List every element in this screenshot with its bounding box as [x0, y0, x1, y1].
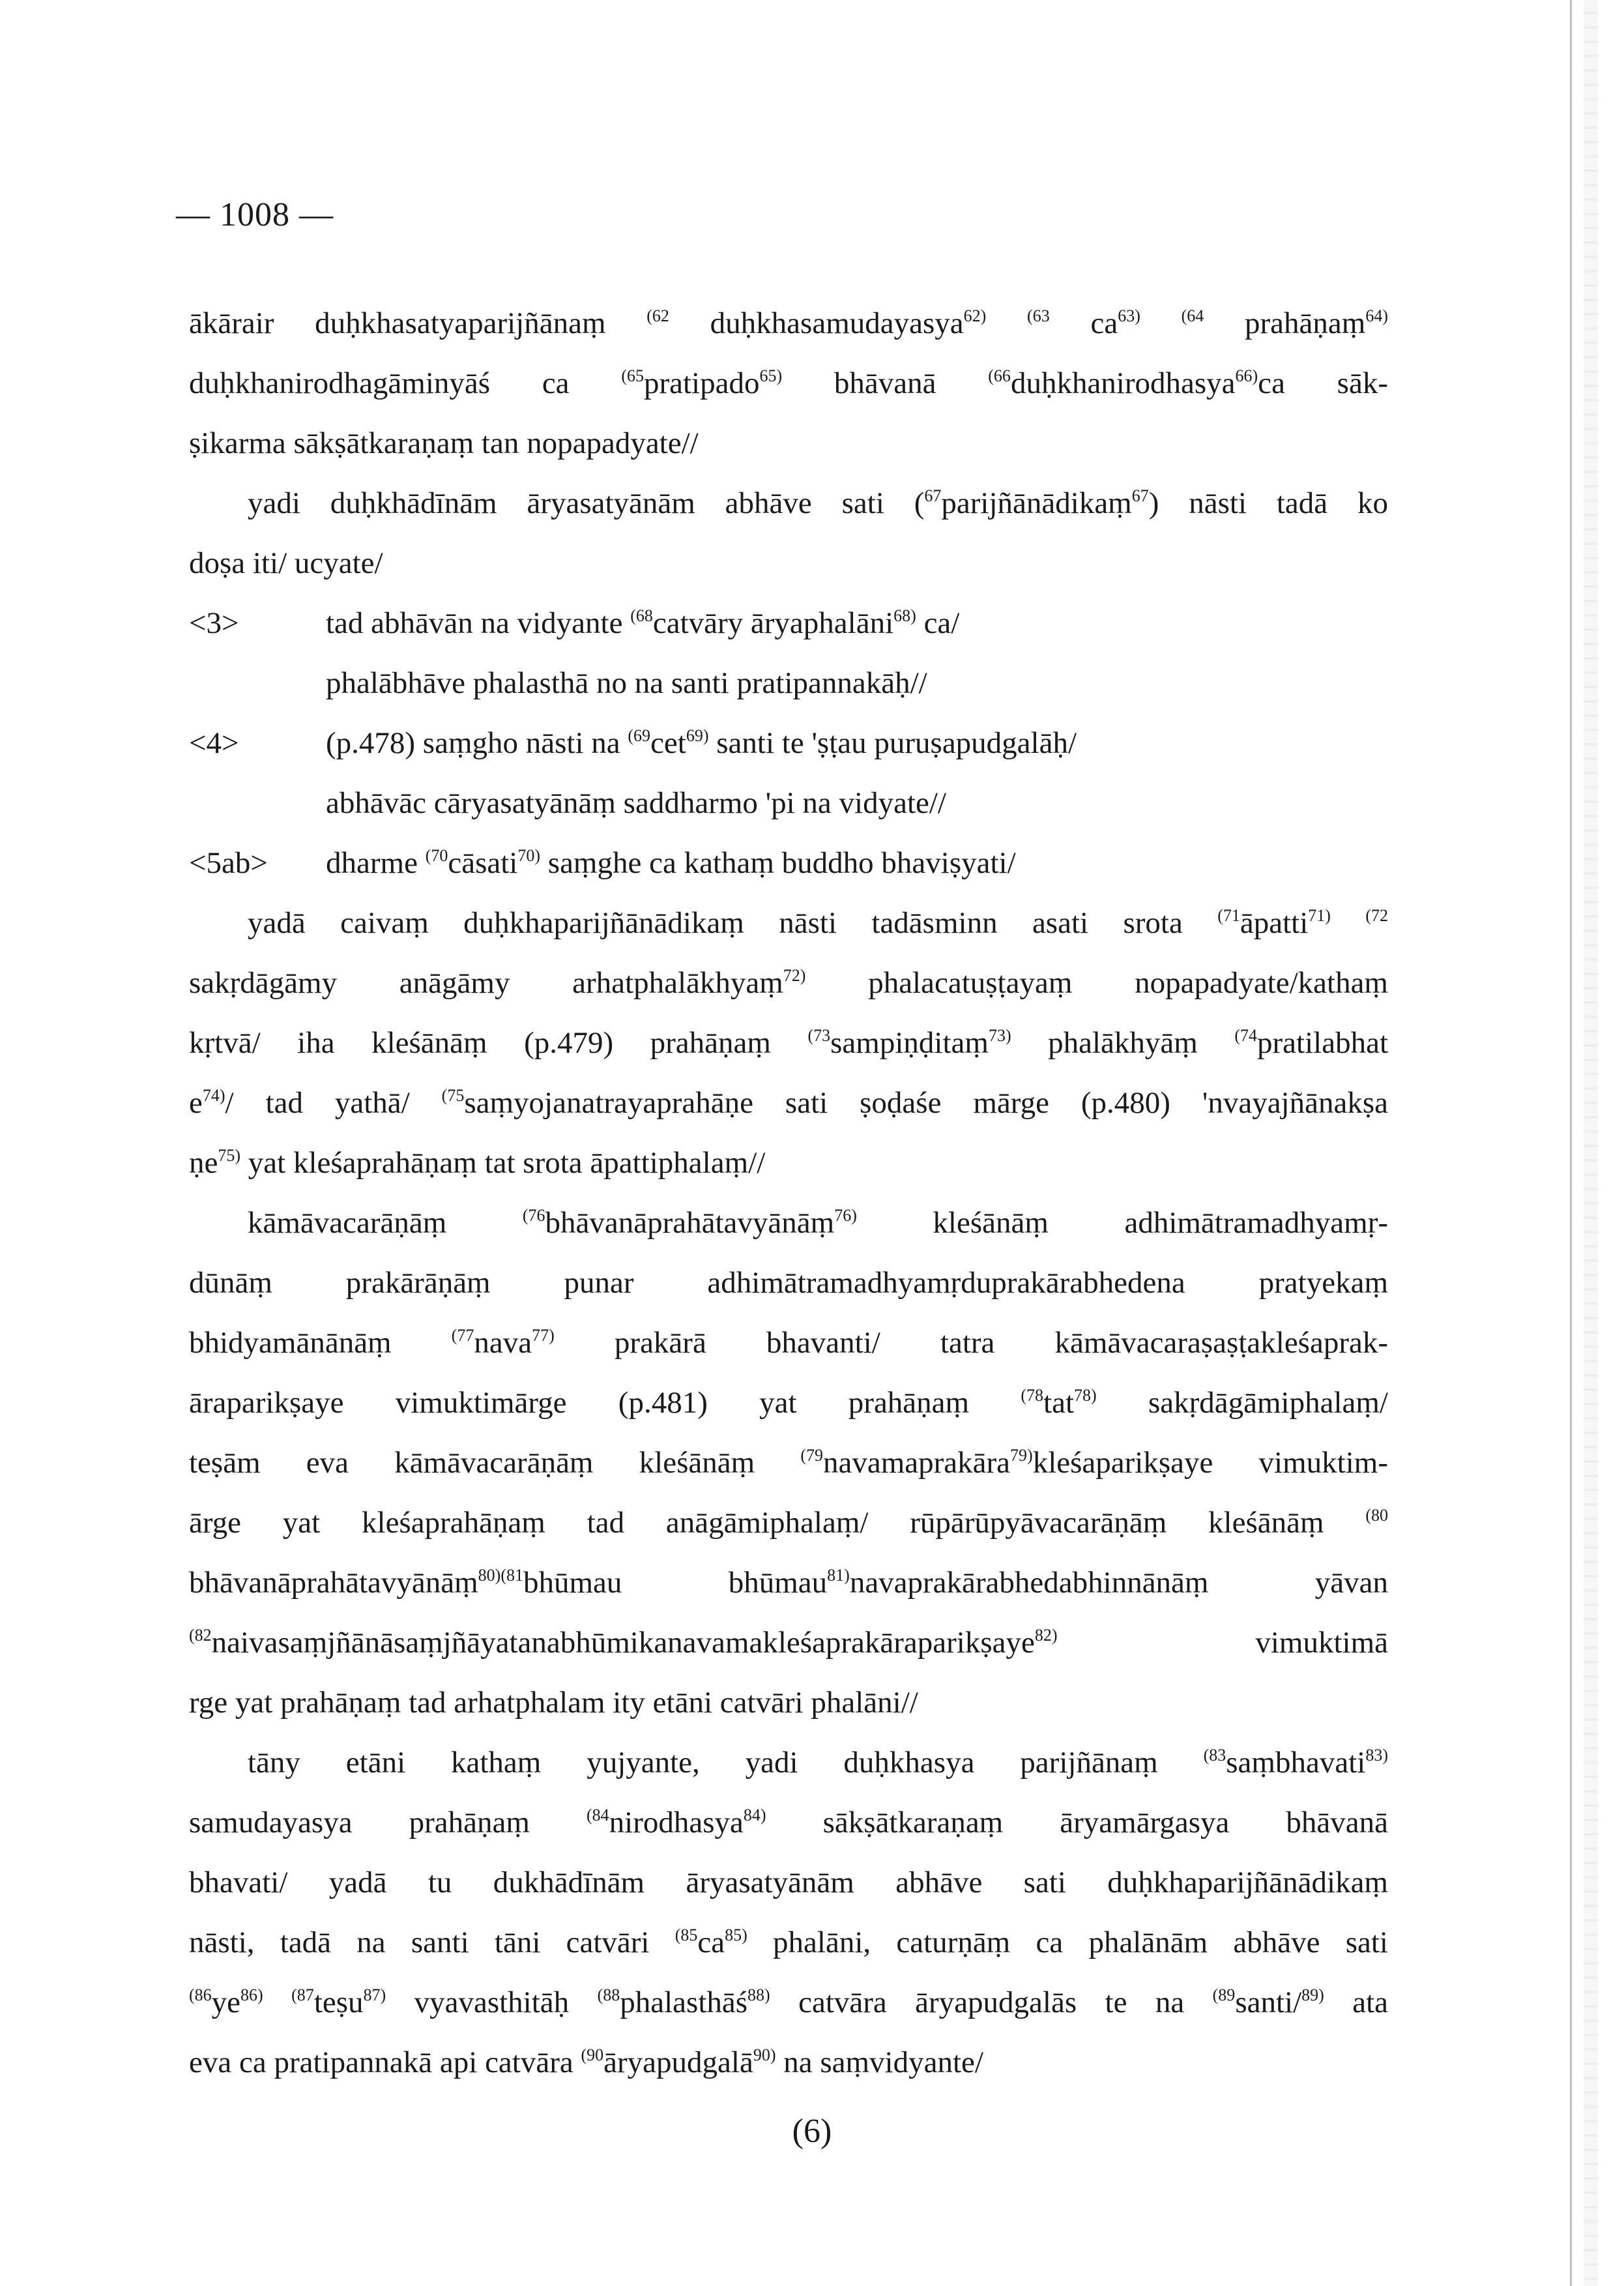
text-segment: duḥkhanirodhasya	[1010, 366, 1236, 400]
text-segment: ata	[1324, 1986, 1388, 2019]
text-line	[189, 953, 1388, 1013]
footnote-marker: 75)	[218, 1146, 241, 1165]
body-text	[189, 293, 1388, 2092]
footnote-marker: (77	[451, 1326, 474, 1345]
text-segment: navamaprakāra	[823, 1446, 1011, 1480]
footnote-marker: (76	[522, 1206, 545, 1225]
text-segment: āryapudgalā	[603, 2045, 753, 2079]
text-line	[189, 353, 1388, 413]
text-segment: āpatti	[1240, 906, 1309, 940]
text-segment: cāsati	[448, 846, 518, 880]
footnote-marker: (73	[807, 1026, 831, 1045]
text-line	[189, 1853, 1388, 1912]
footnote-marker: 83)	[1365, 1746, 1388, 1765]
verse-text	[326, 713, 1077, 773]
text-segment: phalacatuṣṭayaṃ nopapadyate/kathaṃ	[805, 966, 1388, 1000]
footnote-marker: (80	[1365, 1506, 1388, 1525]
text-segment: prahāṇaṃ	[1204, 306, 1366, 340]
text-segment: phalābhāve phalasthā no na santi pratipannakāḥ//	[326, 666, 927, 700]
text-segment: duḥkhanirodhagāminyāś ca	[189, 366, 622, 400]
text-segment: saṃghe ca kathaṃ buddho bhaviṣyati/	[540, 846, 1016, 880]
text-line	[189, 893, 1388, 953]
text-line	[189, 2032, 1388, 2092]
text-segment: saṃyojanatrayaprahāṇe sati ṣoḍaśe mārge (p.480) 'nvayajñānakṣa	[464, 1086, 1388, 1120]
footnote-marker: 85)	[725, 1926, 747, 1944]
text-segment: bhāvanā	[782, 366, 989, 400]
footnote-marker: 69)	[686, 726, 709, 745]
footnote-marker: 76)	[834, 1206, 857, 1225]
footnote-marker: 67	[924, 486, 942, 505]
text-line	[189, 1673, 1388, 1733]
footnote-marker: 63)	[1118, 306, 1140, 325]
scan-edge-shadow	[1584, 0, 1598, 2286]
text-segment: ca	[1049, 306, 1118, 340]
footnote-marker: 80)	[478, 1566, 501, 1585]
text-segment: cet	[650, 726, 686, 760]
text-segment: bhāvanāprahātavyānāṃ	[189, 1566, 478, 1600]
text-segment: teṣu	[313, 1986, 364, 2019]
footnote-marker: (63	[1027, 306, 1050, 325]
footnote-marker: (62	[646, 306, 669, 325]
text-segment: bhavati/ yadā tu dukhādīnām āryasatyānām abhāve sati duḥkhaparijñānādikaṃ	[189, 1866, 1388, 1899]
verse-text	[326, 833, 1016, 893]
text-segment	[986, 306, 1027, 340]
text-segment	[1140, 306, 1182, 340]
footnote-marker: (65	[621, 366, 644, 385]
page-footer: (6)	[792, 2113, 832, 2150]
footnote-marker: 86)	[240, 1986, 263, 2004]
text-segment: ca sāk-	[1258, 366, 1388, 400]
text-segment: nāsti, tadā na santi tāni catvāri	[189, 1926, 675, 1959]
text-segment: phalasthāś	[620, 1986, 748, 2019]
text-segment: bhidyamānānāṃ	[189, 1326, 452, 1360]
text-line	[189, 293, 1388, 353]
verse-number: <4>	[189, 726, 239, 760]
footnote-marker: 90)	[753, 2045, 776, 2064]
text-line	[189, 1253, 1388, 1313]
text-segment: parijñānādikaṃ	[941, 486, 1132, 520]
footnote-marker: (88	[597, 1986, 620, 2004]
footnote-marker: 64)	[1365, 306, 1388, 325]
verse-number: <3>	[189, 606, 239, 640]
footnote-marker: 67	[1131, 486, 1149, 505]
text-line	[189, 1493, 1388, 1553]
text-line	[189, 1613, 1388, 1673]
page-number: — 1008 —	[176, 196, 334, 233]
text-segment: sakṛdāgāmy anāgāmy arhatphalākhyaṃ	[189, 966, 783, 1000]
footnote-marker: (87	[291, 1986, 314, 2004]
footnote-marker: 70)	[517, 846, 541, 865]
footnote-marker: 74)	[202, 1086, 225, 1105]
footnote-marker: 72)	[783, 966, 806, 985]
text-segment: santi te 'ṣṭau puruṣapudgalāḥ/	[708, 726, 1077, 760]
text-line	[189, 533, 1388, 593]
text-segment: samudayasya prahāṇaṃ	[189, 1806, 587, 1839]
text-line	[189, 1912, 1388, 1972]
text-segment	[1331, 906, 1365, 940]
text-line	[189, 1013, 1388, 1073]
text-segment: phalākhyāṃ	[1011, 1026, 1235, 1060]
text-segment: ye	[211, 1986, 241, 2019]
text-segment: prakārā bhavanti/ tatra kāmāvacaraṣaṣṭakleśaprak-	[554, 1326, 1388, 1360]
text-segment: vyavasthitāḥ	[386, 1986, 598, 2019]
text-segment: sampiṇḍitaṃ	[830, 1026, 989, 1060]
text-line	[189, 1433, 1388, 1493]
text-line	[189, 413, 1388, 473]
text-line	[189, 653, 1388, 713]
text-segment: catvāra āryapudgalās te na	[770, 1986, 1213, 2019]
text-segment: duḥkhasamudayasya	[669, 306, 964, 340]
footnote-marker: 78)	[1074, 1386, 1097, 1405]
scan-edge-line	[1570, 0, 1572, 2286]
verse-text	[326, 593, 959, 653]
text-segment: ca/	[916, 606, 960, 640]
footnote-marker: 62)	[963, 306, 987, 325]
text-segment: tāny etāni kathaṃ yujyante, yadi duḥkhasya parijñānaṃ	[248, 1746, 1204, 1780]
text-segment: bhāvanāprahātavyānāṃ	[545, 1206, 835, 1240]
text-segment: ṇe	[189, 1146, 218, 1180]
text-segment: bhūmau bhūmau	[523, 1566, 828, 1600]
footnote-marker: (78	[1021, 1386, 1044, 1405]
footnote-marker: 73)	[988, 1026, 1011, 1045]
text-line	[189, 593, 1388, 653]
text-line	[189, 1793, 1388, 1853]
footnote-marker: 81)	[827, 1566, 850, 1585]
text-segment: yat kleśaprahāṇaṃ tat srota āpattiphalaṃ//	[240, 1146, 766, 1180]
text-line	[189, 1972, 1388, 2032]
footnote-marker: (70	[425, 846, 448, 865]
text-segment: yadi duḥkhādīnām āryasatyānām abhāve sati (	[248, 486, 925, 520]
text-segment: āraparikṣaye vimuktimārge (p.481) yat prahāṇaṃ	[189, 1386, 1021, 1420]
text-segment: phalāni, caturṇāṃ ca phalānām abhāve sati	[747, 1926, 1388, 1959]
text-segment: tad abhāvān na vidyante	[326, 606, 631, 640]
text-segment: sākṣātkaraṇaṃ āryamārgasya bhāvanā	[766, 1806, 1388, 1839]
text-line	[189, 1373, 1388, 1433]
footnote-marker: (89	[1212, 1986, 1236, 2004]
text-segment: dharme	[326, 846, 426, 880]
text-line	[189, 1073, 1388, 1133]
footnote-marker: (82	[189, 1626, 212, 1645]
footnote-marker: (66	[988, 366, 1011, 385]
text-segment: ṣikarma sākṣātkaraṇaṃ tan nopapadyate//	[189, 426, 699, 460]
text-segment: teṣām eva kāmāvacarāṇāṃ kleśānāṃ	[189, 1446, 801, 1480]
text-segment: saṃbhavati	[1226, 1746, 1366, 1780]
text-segment: / tad yathā/	[225, 1086, 442, 1120]
text-segment: santi/	[1235, 1986, 1302, 2019]
text-line	[189, 1133, 1388, 1193]
text-segment: doṣa iti/ ucyate/	[189, 546, 383, 580]
footnote-marker: 66)	[1235, 366, 1258, 385]
text-segment: vimuktimā	[1057, 1626, 1388, 1660]
footnote-marker: (64	[1181, 306, 1204, 325]
text-segment: sakṛdāgāmiphalaṃ/	[1096, 1386, 1388, 1420]
text-segment: naivasaṃjñānāsaṃjñāyatanabhūmikanavamakleśaprakāraparikṣaye	[211, 1626, 1035, 1660]
footnote-marker: (83	[1203, 1746, 1226, 1765]
footnote-marker: 82)	[1034, 1626, 1058, 1645]
text-line	[189, 833, 1388, 893]
text-line	[189, 473, 1388, 533]
text-line	[189, 1313, 1388, 1373]
footnote-marker: 68)	[893, 606, 916, 625]
text-segment: eva ca pratipannakā api catvāra	[189, 2045, 581, 2079]
footnote-marker: (68	[630, 606, 653, 625]
footnote-marker: 84)	[743, 1806, 766, 1824]
text-segment: nirodhasya	[609, 1806, 744, 1839]
footnote-marker: 77)	[532, 1326, 555, 1345]
text-segment: catvāry āryaphalāni	[652, 606, 894, 640]
footnote-marker: (86	[189, 1986, 212, 2004]
footnote-marker: (85	[674, 1926, 698, 1944]
footnote-marker: (79	[800, 1446, 824, 1465]
text-segment: yadā caivaṃ duḥkhaparijñānādikaṃ nāsti tadāsminn asati srota	[248, 906, 1218, 940]
text-segment: navaprakārabhedabhinnānāṃ yāvan	[849, 1566, 1388, 1600]
text-segment: pratilabhat	[1257, 1026, 1388, 1060]
footnote-marker: 65)	[759, 366, 783, 385]
text-segment: na saṃvidyante/	[776, 2045, 983, 2079]
text-segment: ca	[697, 1926, 725, 1959]
text-segment: kāmāvacarāṇāṃ	[248, 1206, 523, 1240]
footnote-marker: 89)	[1301, 1986, 1324, 2004]
text-segment: kleśānāṃ adhimātramadhyamṛ-	[856, 1206, 1388, 1240]
footnote-marker: (71	[1217, 906, 1240, 925]
text-line	[189, 1553, 1388, 1613]
text-line	[189, 773, 1388, 833]
footnote-marker: (81	[500, 1566, 523, 1585]
text-segment	[263, 1986, 291, 2019]
footnote-marker: (84	[586, 1806, 609, 1824]
footnote-marker: (72	[1365, 906, 1388, 925]
text-segment: e	[189, 1086, 203, 1120]
footnote-marker: (75	[441, 1086, 465, 1105]
text-segment: abhāvāc cāryasatyānāṃ saddharmo 'pi na vidyate//	[326, 786, 946, 820]
text-segment: (p.478) saṃgho nāsti na	[326, 726, 628, 760]
text-line	[189, 1733, 1388, 1793]
footnote-marker: 88)	[747, 1986, 770, 2004]
footnote-marker: 79)	[1010, 1446, 1033, 1465]
text-segment: ākārair duḥkhasatyaparijñānaṃ	[189, 306, 647, 340]
text-segment: ārge yat kleśaprahāṇaṃ tad anāgāmiphalaṃ/ rūpārūpyāvacarāṇāṃ kleśānāṃ	[189, 1506, 1366, 1540]
text-segment: rge yat prahāṇaṃ tad arhatphalam ity etāni catvāri phalāni//	[189, 1686, 918, 1720]
text-line	[189, 713, 1388, 773]
text-segment: pratipado	[643, 366, 760, 400]
text-segment: ) nāsti tadā ko	[1148, 486, 1388, 520]
text-segment: kṛtvā/ iha kleśānāṃ (p.479) prahāṇaṃ	[189, 1026, 808, 1060]
text-segment: tat	[1043, 1386, 1075, 1420]
footnote-marker: (90	[581, 2045, 604, 2064]
footnote-marker: (74	[1234, 1026, 1258, 1045]
text-segment: kleśaparikṣaye vimuktim-	[1032, 1446, 1388, 1480]
text-segment: nava	[474, 1326, 532, 1360]
footnote-marker: 87)	[363, 1986, 386, 2004]
verse-number: <5ab>	[189, 846, 268, 880]
text-line	[189, 1193, 1388, 1253]
footnote-marker: 71)	[1308, 906, 1331, 925]
footnote-marker: (69	[628, 726, 651, 745]
text-segment: dūnāṃ prakārāṇāṃ punar adhimātramadhyamṛduprakārabhedena pratyekaṃ	[189, 1266, 1388, 1300]
